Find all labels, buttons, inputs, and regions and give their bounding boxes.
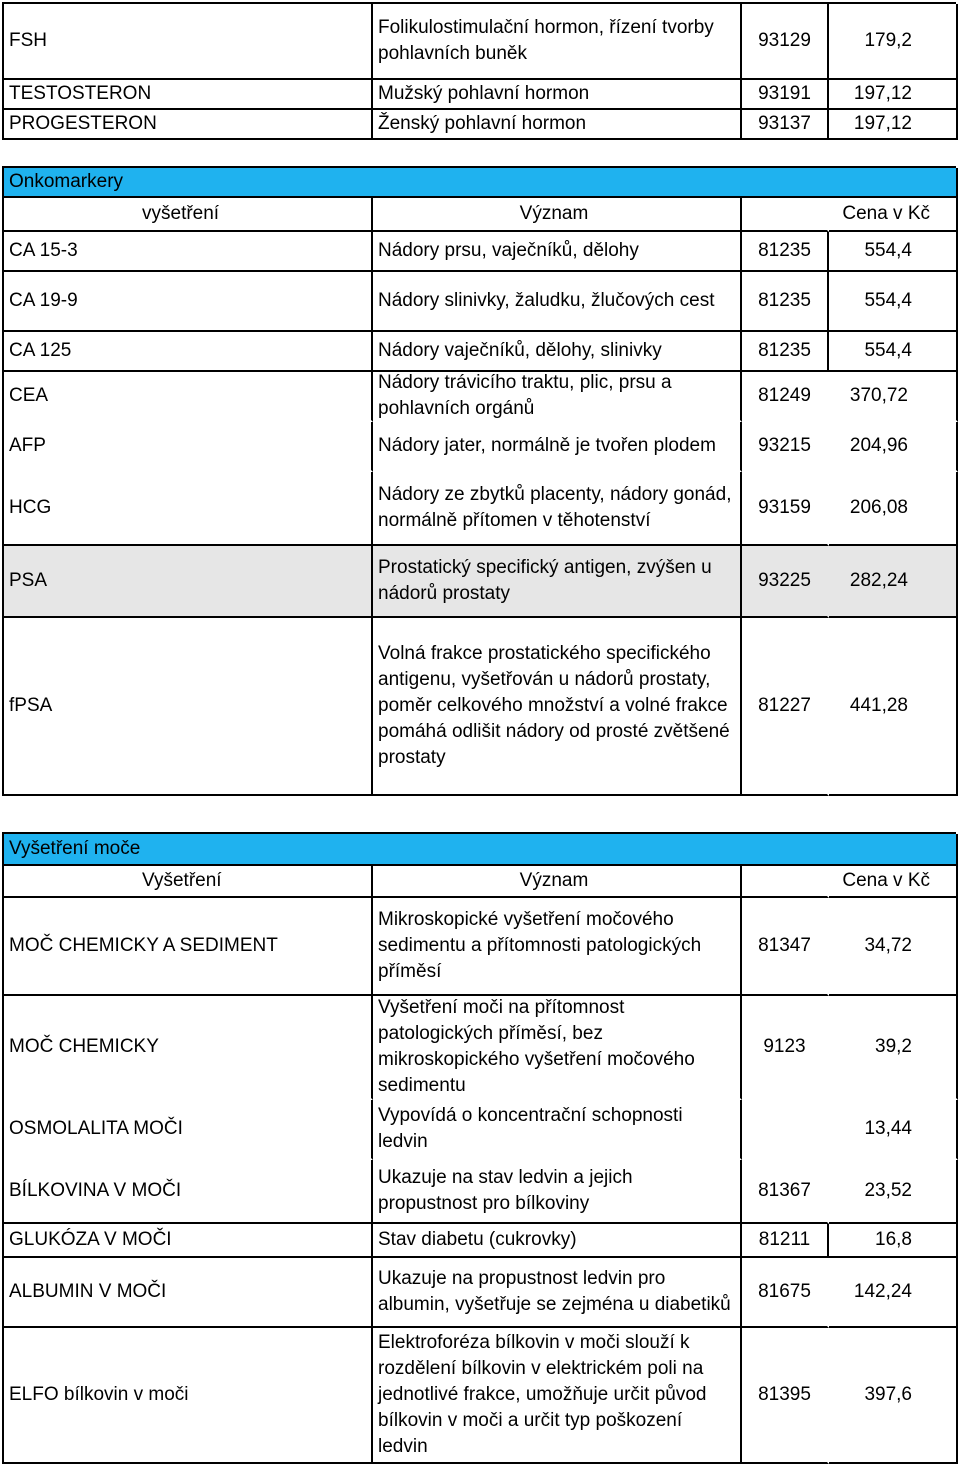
table-cell-price: 13,44 [829, 1100, 958, 1160]
table-cell-code: 81227 [742, 618, 829, 796]
table-cell-meaning: Ukazuje na stav ledvin a jejich propustnost pro bílkoviny [373, 1160, 742, 1224]
table-cell-meaning: Prostatický specifický antigen, zvýšen u nádorů prostaty [373, 546, 742, 618]
table-cell-name: BÍLKOVINA V MOČI [4, 1160, 373, 1224]
table-cell-code: 81367 [742, 1160, 829, 1224]
table-cell-name: CA 19-9 [4, 272, 373, 332]
table-cell-meaning: Folikulostimulační hormon, řízení tvorby pohlavních buněk [373, 4, 742, 80]
table-cell-meaning: Mikroskopické vyšetření močového sedimentu a přítomnosti patologických příměsí [373, 898, 742, 996]
table-cell-code: 9123 [763, 1036, 806, 1057]
table-cell-meaning: Nádory slinivky, žaludku, žlučových cest [373, 272, 742, 332]
table-cell-meaning: Vypovídá o koncentrační schopnosti ledvin [373, 1100, 742, 1160]
table-cell-code: 93215 [758, 435, 811, 456]
table-cell-meaning: Nádory trávicího traktu, plic, prsu a pohlavních orgánů [373, 372, 742, 422]
table-cell-price: 16,8 [829, 1224, 958, 1258]
table-cell-name: MOČ CHEMICKY [4, 996, 373, 1100]
onko-table [2, 166, 956, 796]
table-cell-code [742, 1100, 829, 1160]
table-cell-code: 81235 [742, 272, 829, 332]
header-exam: vyšetření [4, 198, 373, 232]
table-cell-price: 554,4 [829, 232, 958, 272]
table-cell-name: MOČ CHEMICKY A SEDIMENT [4, 898, 373, 996]
table-cell-price: 282,24 [829, 546, 958, 618]
table-cell-price: 397,6 [829, 1328, 958, 1464]
table-cell-price: 441,28 [829, 618, 958, 796]
table-cell-code: 81211 [742, 1224, 829, 1258]
table-cell-name: ALBUMIN V MOČI [4, 1258, 373, 1328]
table-cell-price: 206,08 [829, 472, 958, 546]
table-cell-name: FSH [4, 4, 373, 80]
table-cell-code: 81235 [742, 232, 829, 272]
header-meaning: Význam [373, 198, 742, 232]
table-cell-code: 93191 [742, 80, 829, 110]
table-cell-meaning: Volná frakce prostatického specifického antigenu, vyšetřován u nádorů prostaty, poměr celkového množství a volné frakce pomáhá odlišit nádory od prosté zvětšené prostaty [373, 618, 742, 796]
table-cell-name: HCG [4, 472, 373, 546]
table-cell-code: 81675 [742, 1258, 829, 1328]
table-cell-price: 34,72 [829, 898, 958, 996]
table-cell-name: PSA [4, 546, 373, 618]
table-cell-meaning: Mužský pohlavní hormon [373, 80, 742, 110]
header-exam: Vyšetření [4, 866, 373, 898]
section-title-urine: Vyšetření moče [4, 834, 958, 866]
table-cell-name: AFP [4, 422, 373, 472]
header-spacer [742, 866, 829, 898]
table-cell-name: ELFO bílkovin v moči [4, 1328, 373, 1464]
header-spacer [742, 198, 829, 232]
table-cell-meaning: Elektroforéza bílkovin v moči slouží k rozdělení bílkovin v elektrickém poli na jednotlivé frakce, umožňuje určit původ bílkovin v moči a určit typ poškození ledvin [373, 1328, 742, 1464]
table-cell-code: 81249 [758, 385, 811, 406]
table-cell-name: OSMOLALITA MOČI [4, 1100, 373, 1160]
table-cell-code: 81235 [742, 332, 829, 372]
hormones-table [2, 2, 956, 140]
table-cell-code: 81395 [742, 1328, 829, 1464]
urine-table [2, 832, 956, 1464]
table-cell-name: CA 15-3 [4, 232, 373, 272]
table-cell-name: GLUKÓZA V MOČI [4, 1224, 373, 1258]
table-cell-meaning: Nádory ze zbytků placenty, nádory gonád, normálně přítomen v těhotenství [373, 472, 742, 546]
table-cell-name: CEA [4, 372, 373, 422]
section-title-onko: Onkomarkery [4, 168, 958, 198]
table-cell-meaning: Vyšetření moči na přítomnost patologických příměsí, bez mikroskopického vyšetření močového sedimentu [373, 996, 742, 1100]
table-cell-meaning: Nádory prsu, vaječníků, dělohy [373, 232, 742, 272]
table-cell-code: 93129 [742, 4, 829, 80]
table-cell-code: 81347 [742, 898, 829, 996]
table-cell-code: 93225 [742, 546, 829, 618]
table-cell-name: TESTOSTERON [4, 80, 373, 110]
table-cell-price: 370,72 [829, 372, 958, 422]
table-cell-meaning: Nádory vaječníků, dělohy, slinivky [373, 332, 742, 372]
table-cell-price: 197,12 [829, 80, 958, 110]
table-cell-code: 93137 [742, 110, 829, 140]
table-cell-meaning: Ukazuje na propustnost ledvin pro albumin, vyšetřuje se zejména u diabetiků [373, 1258, 742, 1328]
table-cell-meaning: Nádory jater, normálně je tvořen plodem [373, 422, 742, 472]
table-cell-name: CA 125 [4, 332, 373, 372]
header-meaning: Význam [373, 866, 742, 898]
table-cell-price: 23,52 [829, 1160, 958, 1224]
table-cell-price: 197,12 [829, 110, 958, 140]
header-price: Cena v Kč [829, 198, 958, 232]
table-cell-price: 142,24 [829, 1258, 958, 1328]
table-cell-price: 554,4 [829, 332, 958, 372]
table-cell-price: 179,2 [829, 4, 958, 80]
header-price: Cena v Kč [829, 866, 958, 898]
table-cell-name: fPSA [4, 618, 373, 796]
table-cell-price: 204,96 [829, 422, 958, 472]
table-cell-meaning: Stav diabetu (cukrovky) [373, 1224, 742, 1258]
table-cell-name: PROGESTERON [4, 110, 373, 140]
table-cell-price: 39,2 [829, 996, 958, 1100]
table-cell-price: 554,4 [829, 272, 958, 332]
table-cell-meaning: Ženský pohlavní hormon [373, 110, 742, 140]
table-cell-code: 93159 [742, 472, 829, 546]
